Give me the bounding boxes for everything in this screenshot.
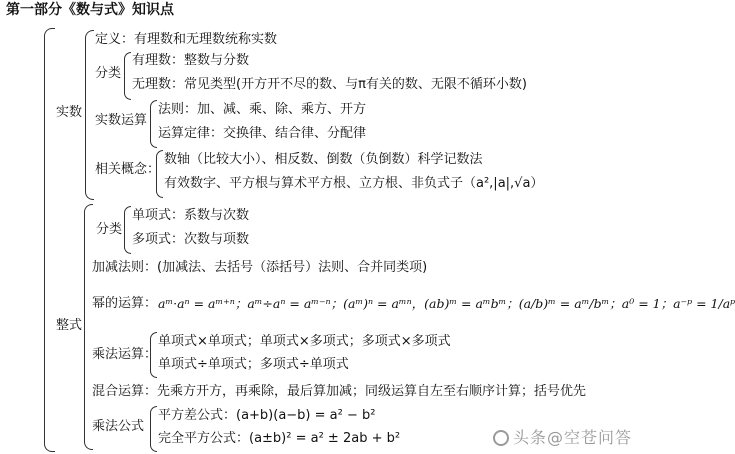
watermark-text: 头条@空苍问答	[512, 428, 632, 447]
mixed-operations: 混合运算：先乘方开方，再乘除，最后算加减；同级运算自左至右顺序计算；括号优先	[92, 384, 587, 399]
integral-classification-brace	[124, 206, 131, 254]
outer-brace	[44, 28, 55, 452]
integral-expression-label: 整式	[56, 318, 83, 333]
real-classification-brace	[124, 52, 131, 100]
real-number-label: 实数	[56, 105, 83, 120]
real-classification-label: 分类	[95, 66, 122, 81]
perfect-square-formula: 完全平方公式：(a±b)² = a² ± 2ab + b²	[158, 431, 401, 446]
related-concepts-brace	[156, 150, 163, 198]
multiply-operations-brace	[150, 332, 157, 378]
real-operation-laws: 运算定律：交换律、结合律、分配律	[158, 126, 367, 141]
multiply-operations-label: 乘法运算：	[92, 347, 158, 362]
irrational-number: 无理数：常见类型(开方开不尽的数、与π有关的数、无限不循环小数)	[132, 77, 527, 92]
real-brace	[85, 30, 94, 200]
difference-of-squares-formula: 平方差公式：(a+b)(a−b) = a² − b²	[158, 408, 376, 423]
watermark-logo-icon	[493, 430, 509, 446]
rational-number: 有理数：整数与分数	[132, 53, 250, 68]
power-operations-label: 幂的运算：	[92, 296, 158, 311]
real-definition: 定义：有理数和无理数统称实数	[95, 32, 278, 47]
real-operations-label: 实数运算	[95, 113, 148, 128]
add-subtract-rules: 加减法则：(加减法、去括号（添括号）法则、合并同类项)	[92, 260, 428, 275]
related-concepts-line2: 有效数字、平方根与算术平方根、立方根、非负式子（a²,|a|,√a）	[164, 176, 544, 191]
page-title: 第一部分《数与式》知识点	[6, 2, 174, 18]
watermark	[493, 425, 632, 448]
related-concepts-line1: 数轴（比较大小）、相反数、倒数（负倒数）科学记数法	[164, 152, 483, 167]
polynomial: 多项式：次数与项数	[132, 232, 250, 247]
related-concepts-label: 相关概念：	[95, 162, 161, 177]
multiply-operations-line2: 单项式÷单项式；多项式÷单项式	[158, 357, 349, 372]
power-operations-formula: aᵐ·aⁿ = aᵐ⁺ⁿ；aᵐ÷aⁿ = aᵐ⁻ⁿ；(aᵐ)ⁿ = aᵐⁿ，(ab)ᵐ = aᵐbᵐ；(a/b)ᵐ = aᵐ/bᵐ；a⁰ = 1；a⁻ᵖ = 1/aᵖ	[158, 296, 735, 311]
integral-classification-label: 分类	[96, 222, 123, 237]
real-operations-brace	[150, 100, 157, 148]
real-operation-rules: 法则：加、减、乘、除、乘方、开方	[158, 102, 367, 117]
multiplication-formulas-label: 乘法公式	[92, 419, 145, 434]
integral-brace	[84, 204, 93, 450]
multiplication-formulas-brace	[150, 406, 157, 452]
monomial: 单项式：系数与次数	[132, 208, 250, 223]
multiply-operations-line1: 单项式×单项式；单项式×多项式；多项式×多项式	[158, 334, 451, 349]
